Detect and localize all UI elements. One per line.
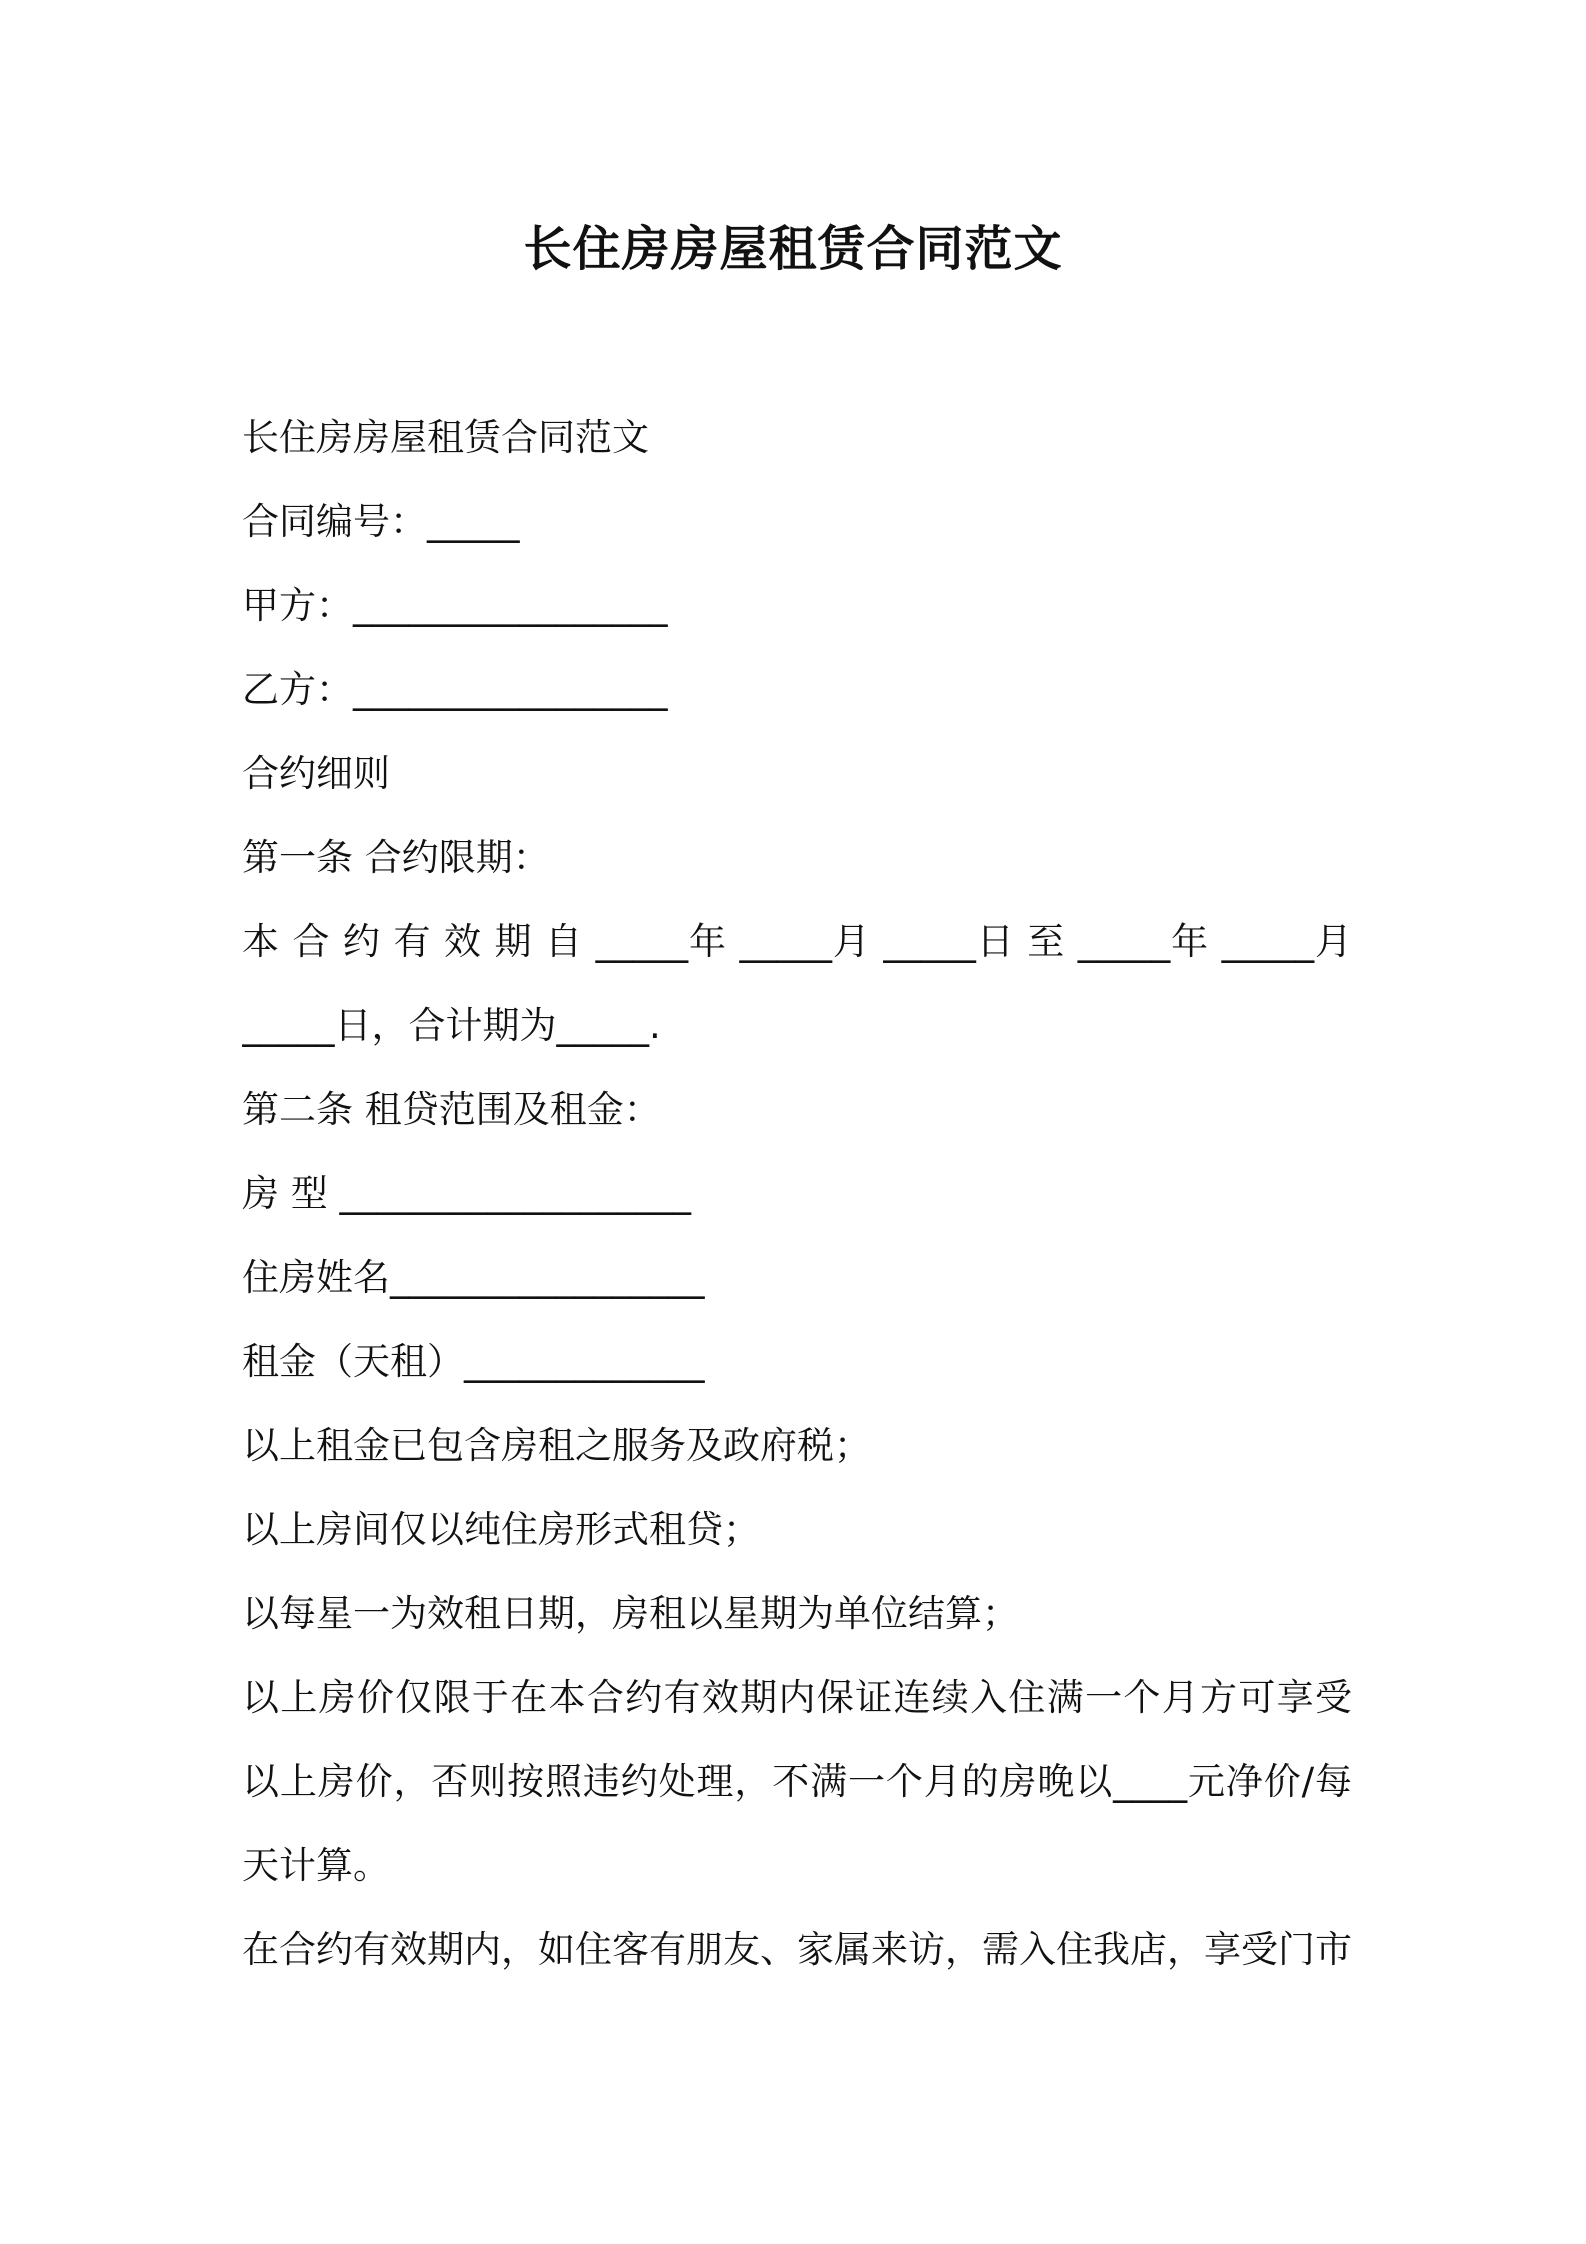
document-title: 长住房房屋租赁合同范文 — [523, 221, 1063, 277]
price-condition-line-2: 以上房价，否则按照违约处理，不满一个月的房晚以____元净价/每 — [242, 1760, 1352, 1803]
visitor-clause-line: 在合约有效期内，如住客有朋友、家属来访，需入住我店，享受门市 — [242, 1928, 1352, 1971]
body-heading: 长住房房屋租赁合同范文 — [242, 416, 649, 459]
party-b-line: 乙方：_________________ — [242, 668, 668, 711]
contract-number-line: 合同编号：_____ — [242, 500, 520, 543]
article-one-heading: 第一条 合约限期： — [242, 836, 550, 879]
daily-rent-line: 租金（天租）_____________ — [242, 1340, 705, 1383]
document-body — [242, 408, 1352, 2004]
resident-name-line: 住房姓名_________________ — [242, 1256, 705, 1299]
term-total-line: _____日，合计期为_____. — [242, 1004, 661, 1047]
party-a-line: 甲方：_________________ — [242, 584, 668, 627]
contract-rules-heading: 合约细则 — [242, 752, 390, 795]
rent-includes-line: 以上租金已包含房租之服务及政府税； — [242, 1424, 871, 1467]
article-two-heading: 第二条 租贷范围及租金： — [242, 1088, 661, 1131]
term-period-line: 本 合 约 有 效 期 自 _____年 _____月 _____日 至 _____年 _____月 — [242, 920, 1352, 963]
weekly-settlement-line: 以每星一为效租日期，房租以星期为单位结算； — [242, 1592, 1019, 1635]
price-condition-line-1: 以上房价仅限于在本合约有效期内保证连续入住满一个月方可享受 — [242, 1676, 1352, 1719]
price-condition-line-3: 天计算。 — [242, 1844, 390, 1887]
room-type-line: 房 型 ___________________ — [242, 1172, 692, 1215]
residential-use-line: 以上房间仅以纯住房形式租贷； — [242, 1508, 760, 1551]
